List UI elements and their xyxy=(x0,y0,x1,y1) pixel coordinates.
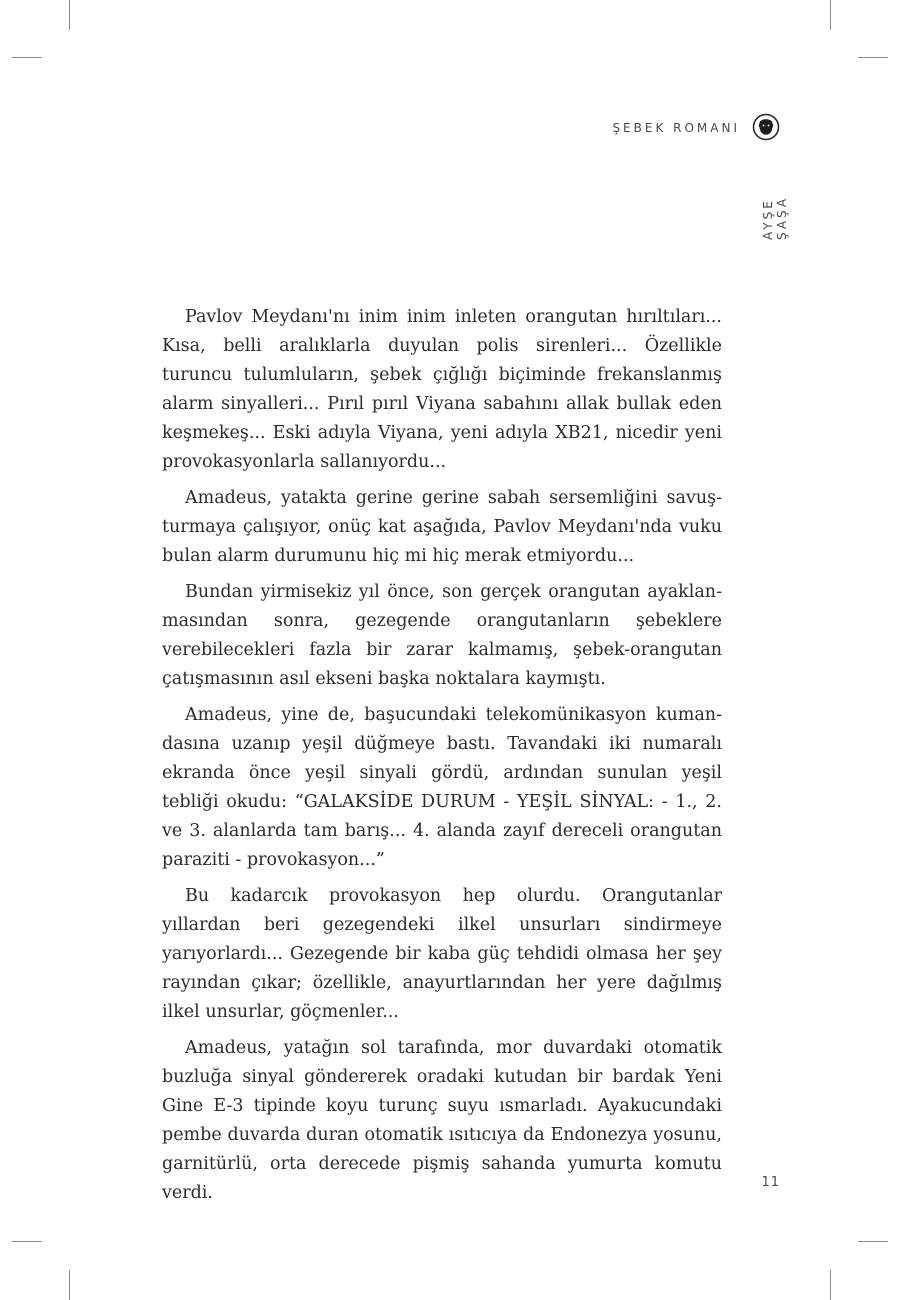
paragraph: Bundan yirmisekiz yıl önce, son gerçek orangutan ayaklanmasından sonra, gezegende orangutanların şebeklere verebilecekleri fazla bir zarar kalmamış, şebek-orangutan çatışmasının asıl ekseni başka noktalara kaymıştı. xyxy=(162,582,722,689)
paragraph: Bu kadarcık provokasyon hep olurdu. Orangutanlar yıllardan beri gezegendeki ilkel unsurları sindirmeye yarıyorlardı... Gezegende bir kaba güç tehdidi olmasa her şey rayından çıkar; özellikle, anayurtlarından her yere dağılmış ilkel unsurlar, göçmenler... xyxy=(162,886,722,1022)
running-title: ŞEBEK ROMANI xyxy=(612,121,740,135)
author-name: AYŞE ŞAŞA xyxy=(761,195,789,240)
crop-mark-bottom-right xyxy=(830,1270,831,1300)
crop-mark-top-left xyxy=(69,0,70,30)
crop-mark-bottom-left xyxy=(69,1270,70,1300)
crop-mark-top-right xyxy=(830,0,831,30)
paragraph: Amadeus, yatağın sol tarafında, mor duvardaki otomatik buzluğa sinyal göndererek oradaki kutudan bir bardak Yeni Gine E-3 tipinde koyu turunç suyu ısmarladı. Ayakucundaki pembe duvarda duran otomatik ısıtıcıya da Endonezya yosunu, garnitürlü, orta derecede pişmiş sahanda yumurta komutu verdi. xyxy=(162,1038,722,1203)
body-text xyxy=(162,303,722,1215)
crop-mark-top-right-h xyxy=(858,57,888,58)
crop-mark-bottom-right-h xyxy=(858,1241,888,1242)
crop-mark-bottom-left-h xyxy=(12,1241,42,1242)
paragraph: Pavlov Meydanı'nı inim inim inleten orangutan hırıltıları... Kısa, belli aralıklarla duyulan polis sirenleri... Özellikle turuncu tulumluların, şebek çığlığı biçiminde frekanslanmış alarm sinyalleri... Pırıl pırıl Viyana sabahını allak bullak eden keşmekeş... Eski adıyla Viyana, yeni adıyla XB21, nicedir yeni provokasyonlarla sallanıyordu... xyxy=(162,307,722,472)
paragraph: Amadeus, yine de, başucundaki telekomünikasyon kumandasına uzanıp yeşil düğmeye bastı. Tavandaki iki numaralı ekranda önce yeşil sinyali gördü, ardından sunulan yeşil tebliği okudu: “GALAKSİDE DURUM - YEŞİL SİNYAL: - 1., 2. ve 3. alanlarda tam barış... 4. alanda zayıf dereceli orangutan paraziti - provokasyon...” xyxy=(162,705,722,870)
crop-mark-top-left-h xyxy=(12,57,42,58)
page-number: 11 xyxy=(761,1175,780,1190)
paragraph: Amadeus, yatakta gerine gerine sabah sersemliğini savuşturmaya çalışıyor, onüç kat aşağıda, Pavlov Meydanı'nda vuku bulan alarm durumunu hiç mi hiç merak etmiyordu... xyxy=(162,488,722,566)
ape-head-icon xyxy=(752,113,780,141)
